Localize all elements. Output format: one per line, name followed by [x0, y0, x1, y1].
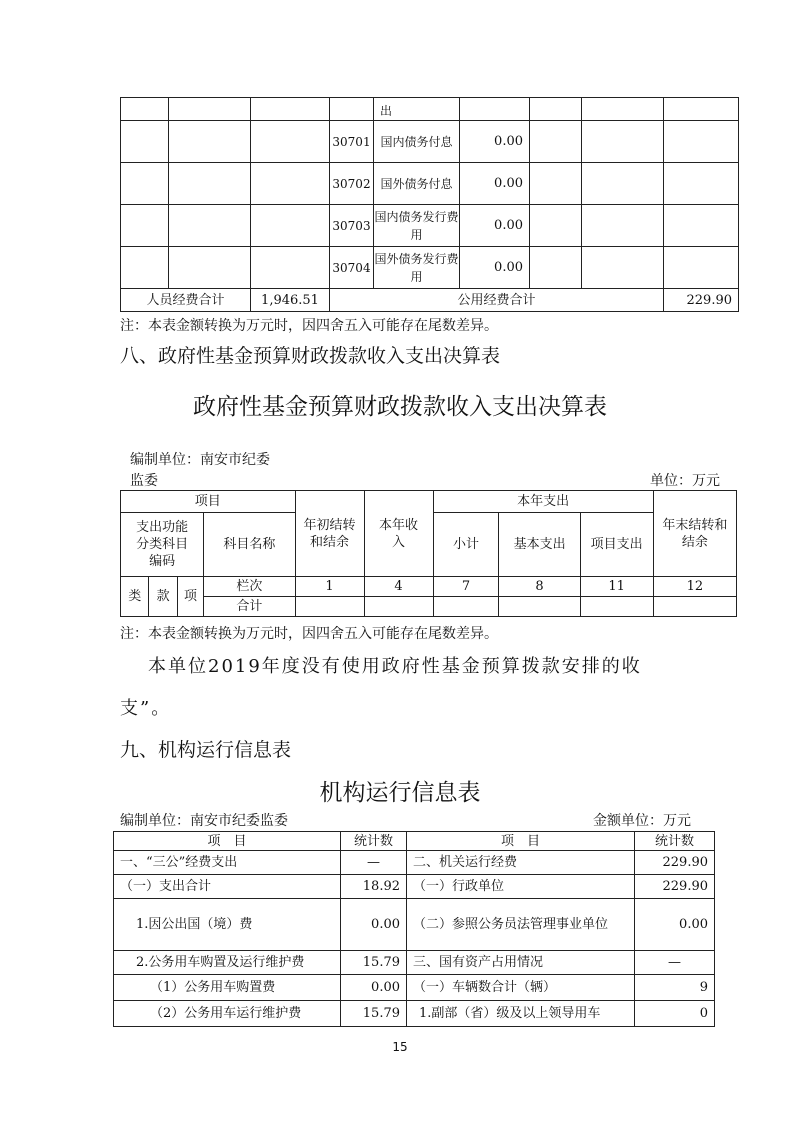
row-value: 229.90	[635, 851, 715, 875]
table-cell: 30702	[330, 163, 374, 205]
page-number: 15	[392, 1040, 408, 1054]
row-value: 15.79	[341, 951, 407, 975]
header-xiang: 项	[177, 577, 203, 617]
table-row	[121, 597, 737, 617]
table-cell: 0.00	[460, 205, 530, 247]
header-item: 项 目	[407, 832, 635, 851]
table-cell: 0.00	[460, 121, 530, 163]
personnel-total-label: 人员经费合计	[121, 289, 251, 312]
table-row	[114, 875, 715, 899]
row-value: 18.92	[341, 875, 407, 899]
body-paragraph: 本单位2019年度没有使用政府性基金预算拨款安排的收	[148, 656, 642, 677]
table-cell: 国外债务发行费用	[374, 247, 460, 289]
table-row-totals	[121, 289, 739, 312]
row-label: （一）支出合计	[114, 875, 341, 899]
table-cell: 30701	[330, 121, 374, 163]
header-project: 项目支出	[580, 513, 653, 577]
header-count: 统计数	[341, 832, 407, 851]
row-label: （2）公务用车运行维护费	[114, 1001, 341, 1027]
row-value: 0.00	[341, 975, 407, 1001]
row-value: 15.79	[341, 1001, 407, 1027]
row-label: 1.副部（省）级及以上领导用车	[407, 1001, 635, 1027]
row-value: 0.00	[635, 899, 715, 951]
compiling-unit-cont: 监委	[130, 473, 158, 489]
row-value: 0	[635, 1001, 715, 1027]
row-label: （1）公务用车购置费	[114, 975, 341, 1001]
row-value: 0.00	[341, 899, 407, 951]
table-cell: 国内债务付息	[374, 121, 460, 163]
header-end-balance: 年末结转和结余	[653, 491, 736, 577]
table-row	[121, 121, 739, 163]
header-begin-balance: 年初结转和结余	[295, 491, 364, 577]
table-row	[114, 951, 715, 975]
table-cell: 国内债务发行费用	[374, 205, 460, 247]
compiling-unit: 编制单位：南安市纪委	[130, 452, 270, 468]
table-row	[121, 98, 739, 121]
personnel-total-value: 1,946.51	[251, 289, 330, 312]
table-cell: 30704	[330, 247, 374, 289]
column-number: 8	[499, 577, 580, 597]
table-row	[114, 899, 715, 951]
table-cell: 出	[374, 98, 460, 121]
header-code: 支出功能分类科目编码	[121, 513, 204, 577]
header-subject-name: 科目名称	[204, 513, 295, 577]
table-title: 机构运行信息表	[319, 780, 481, 806]
header-kuan: 款	[149, 577, 177, 617]
header-subtotal: 小计	[433, 513, 499, 577]
table-cell: 国外债务付息	[374, 163, 460, 205]
table-cell: 0.00	[460, 247, 530, 289]
header-item: 项 目	[114, 832, 341, 851]
row-label: 1.因公出国（境）费	[114, 899, 341, 951]
public-total-value: 229.90	[664, 289, 739, 312]
row-label: （一）车辆数合计（辆）	[407, 975, 635, 1001]
row-label: 二、机关运行经费	[407, 851, 635, 875]
public-total-label: 公用经费合计	[330, 289, 664, 312]
header-spending: 本年支出	[433, 491, 653, 513]
column-number: 1	[295, 577, 364, 597]
unit-label: 金额单位：万元	[593, 813, 691, 829]
row-value: —	[635, 951, 715, 975]
table-row	[114, 1001, 715, 1027]
row-label: 三、国有资产占用情况	[407, 951, 635, 975]
unit-label: 单位：万元	[650, 473, 720, 489]
header-basic: 基本支出	[499, 513, 580, 577]
table-header-row	[121, 491, 737, 513]
table-header-row	[114, 832, 715, 851]
table-row	[121, 247, 739, 289]
row-value: 9	[635, 975, 715, 1001]
compiling-unit: 编制单位：南安市纪委监委	[120, 813, 288, 829]
table-cell: 30703	[330, 205, 374, 247]
section-heading-9: 九、机构运行信息表	[120, 739, 292, 761]
row-label: 2.公务用车购置及运行维护费	[114, 951, 341, 975]
row-value: 229.90	[635, 875, 715, 899]
government-fund-table	[120, 490, 737, 617]
body-paragraph-cont: 支”。	[120, 698, 172, 719]
table-note: 注：本表金额转换为万元时，因四舍五入可能存在尾数差异。	[120, 318, 498, 334]
row-label: （二）参照公务员法管理事业单位	[407, 899, 635, 951]
column-number: 11	[580, 577, 653, 597]
table-row	[121, 577, 737, 597]
header-count: 统计数	[635, 832, 715, 851]
column-number: 4	[364, 577, 433, 597]
total-label: 合计	[204, 597, 295, 617]
table-row	[114, 851, 715, 875]
header-column-index: 栏次	[204, 577, 295, 597]
column-number: 12	[653, 577, 736, 597]
row-label: （一）行政单位	[407, 875, 635, 899]
institution-operation-table	[113, 831, 715, 1027]
header-income: 本年收入	[364, 491, 433, 577]
table-title: 政府性基金预算财政拨款收入支出决算表	[193, 394, 607, 420]
table-cell: 0.00	[460, 163, 530, 205]
table-row	[121, 205, 739, 247]
table-row	[114, 975, 715, 1001]
row-label: 一、“三公”经费支出	[114, 851, 341, 875]
expenditure-table-continued	[120, 97, 739, 312]
table-note: 注：本表金额转换为万元时，因四舍五入可能存在尾数差异。	[120, 626, 498, 642]
column-number: 7	[433, 577, 499, 597]
table-row	[121, 163, 739, 205]
header-item: 项目	[121, 491, 296, 513]
header-lei: 类	[121, 577, 149, 617]
row-value: —	[341, 851, 407, 875]
section-heading-8: 八、政府性基金预算财政拨款收入支出决算表	[120, 345, 501, 367]
